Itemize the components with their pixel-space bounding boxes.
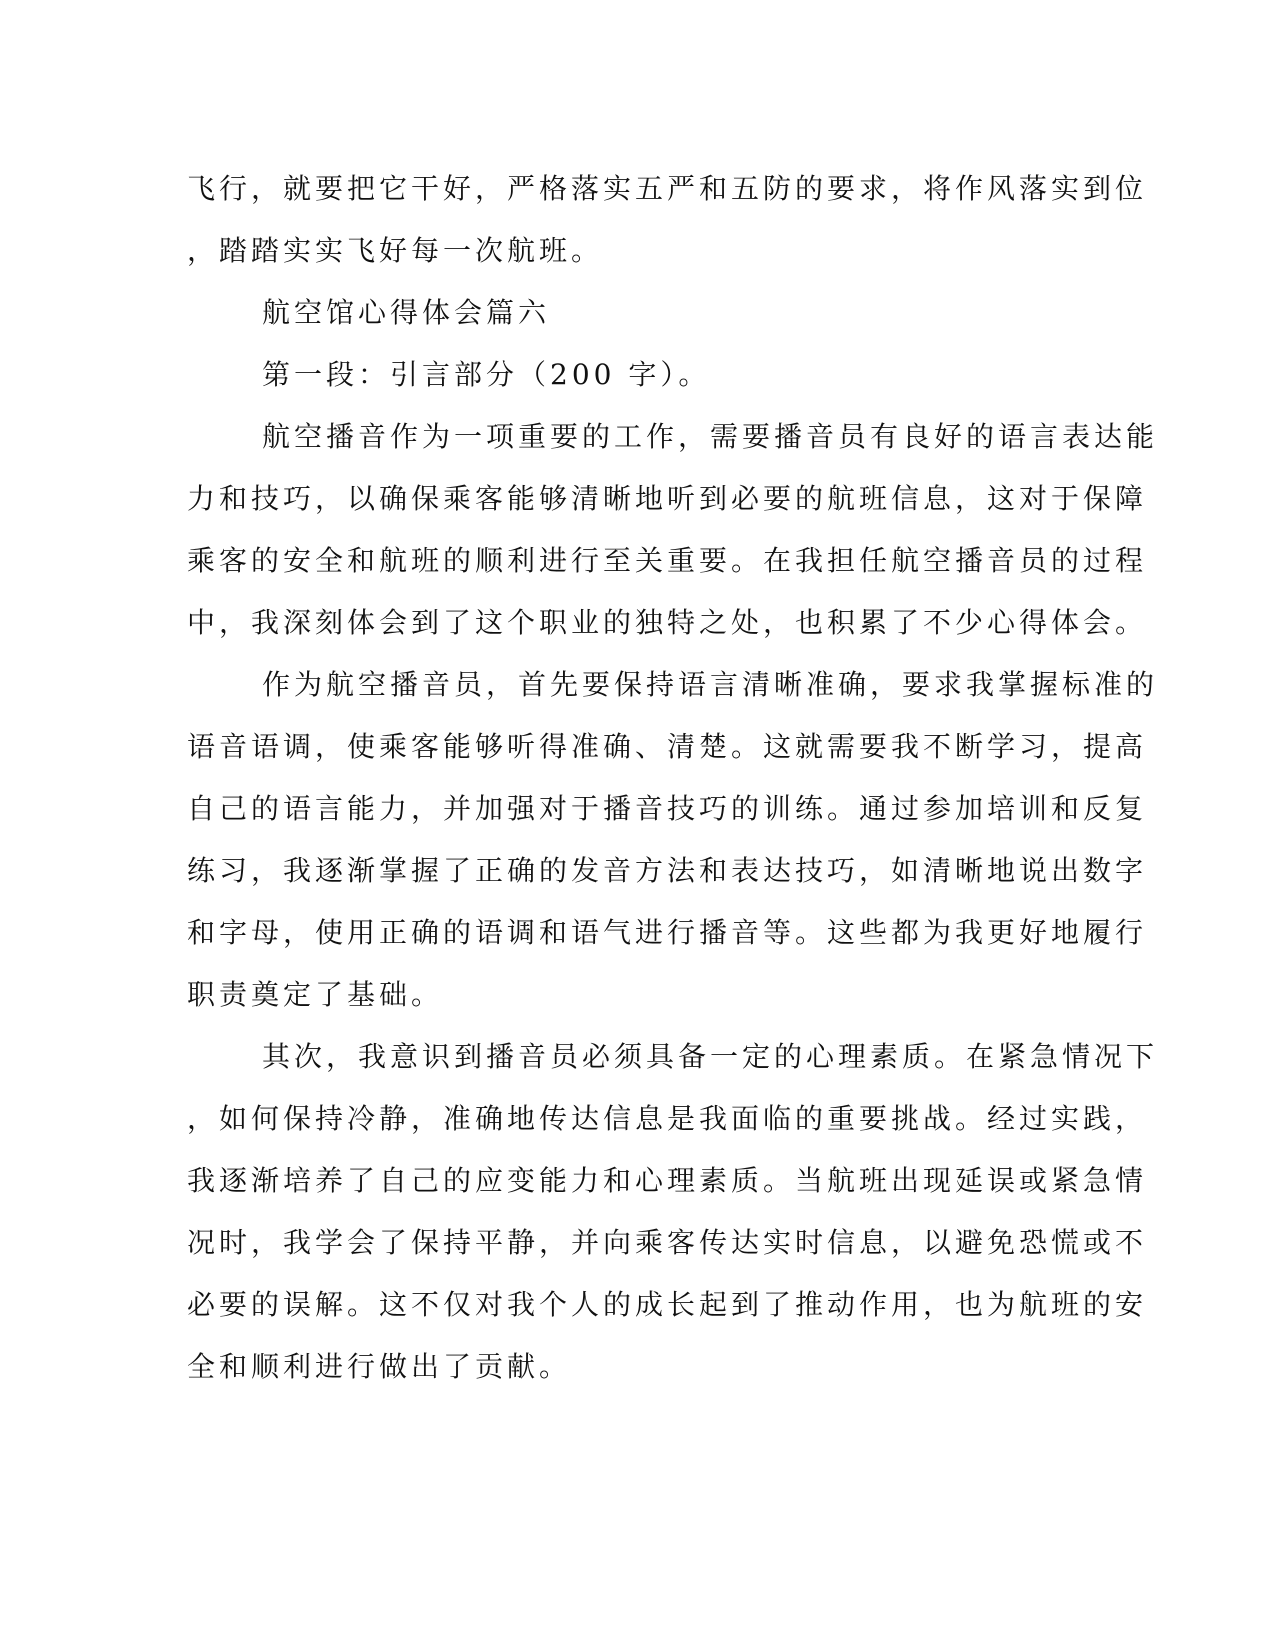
text-line: 和字母，使用正确的语调和语气进行播音等。这些都为我更好地履行 <box>187 916 1148 949</box>
text-line: 中，我深刻体会到了这个职业的独特之处，也积累了不少心得体会。 <box>187 606 1148 639</box>
text-line: 语音语调，使乘客能够听得准确、清楚。这就需要我不断学习，提高 <box>187 730 1148 763</box>
section-title: 航空馆心得体会篇六 <box>262 296 551 329</box>
text-line: ，踏踏实实飞好每一次航班。 <box>187 234 604 267</box>
document-body <box>187 158 1159 1398</box>
text-line: 航空播音作为一项重要的工作，需要播音员有良好的语言表达能 <box>262 420 1159 453</box>
text-line: ，如何保持冷静，准确地传达信息是我面临的重要挑战。经过实践， <box>187 1102 1148 1135</box>
text-line: 我逐渐培养了自己的应变能力和心理素质。当航班出现延误或紧急情 <box>187 1164 1148 1197</box>
text-line: 自己的语言能力，并加强对于播音技巧的训练。通过参加培训和反复 <box>187 792 1148 825</box>
text-line: 全和顺利进行做出了贡献。 <box>187 1350 572 1383</box>
paragraph-heading: 第一段：引言部分（200 字）。 <box>262 358 711 391</box>
text-line: 乘客的安全和航班的顺利进行至关重要。在我担任航空播音员的过程 <box>187 544 1148 577</box>
text-line: 况时，我学会了保持平静，并向乘客传达实时信息，以避免恐慌或不 <box>187 1226 1148 1259</box>
text-line: 其次，我意识到播音员必须具备一定的心理素质。在紧急情况下 <box>262 1040 1159 1073</box>
text-line: 必要的误解。这不仅对我个人的成长起到了推动作用，也为航班的安 <box>187 1288 1148 1321</box>
text-line: 职责奠定了基础。 <box>187 978 444 1011</box>
text-line: 作为航空播音员，首先要保持语言清晰准确，要求我掌握标准的 <box>262 668 1159 701</box>
text-line: 飞行，就要把它干好，严格落实五严和五防的要求，将作风落实到位 <box>187 172 1148 205</box>
text-line: 练习，我逐渐掌握了正确的发音方法和表达技巧，如清晰地说出数字 <box>187 854 1148 887</box>
text-line: 力和技巧，以确保乘客能够清晰地听到必要的航班信息，这对于保障 <box>187 482 1148 515</box>
